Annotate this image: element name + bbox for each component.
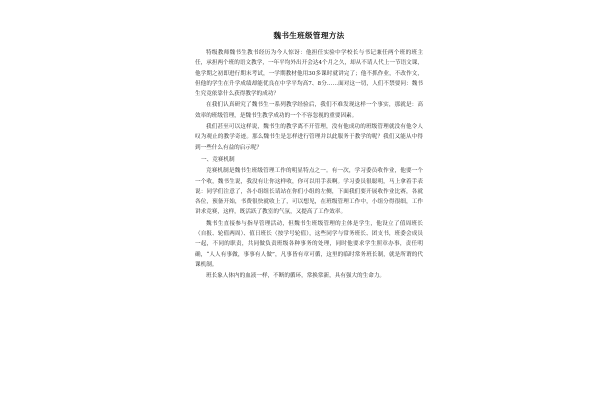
paragraph: 竞赛机制是魏书生班级管理工作的明显特点之一。有一次，学习委员收作业，他要一个一个收，魏书生说，我没有让你这样收，你可以用手表啊。学习委员很聪明，马上拿着手表说：同学们注意了，各小组组长请站在你们小组的左侧，下面我们要开展收作业比赛，各就各位，预备开始，书费很快就收上了，可以想见，在班级管理工作中，小组分得很细，工作讲求竞赛，这样，既活跃了教室的气氛，又提高了工作效率。	[195, 168, 423, 216]
section-heading: 一、竞赛机制	[201, 156, 235, 163]
document-title: 魏书生班级管理方法	[273, 31, 345, 40]
paragraph: 魏书生直接参与指导管理活动，但魏书生班级管理的主体是学生，他设立了值周班长（自报、轮值两周）、值日班长（按学号轮值），这些同学与常务班长、团支书，班委会成员一起，不同的职责，共同做负责班级各种事务的处理，同时他要求学生照章办事，责任明确，“人人有事做，事事有人做”，凡事皆有章可循，这里的临时常务班长制，就是所谓的代课机制。	[195, 220, 423, 268]
paragraph: 班长象人体内的血液一样，不断的循环，常换常新，具有强大的生命力。	[206, 273, 386, 280]
paragraph: 在我们认真研究了魏书生一系列教学经验后，我们不难发现这样一个事实，那就是：高效率的班级管理，是魏书生教学成功的一个不容忽视的重要因素。	[195, 102, 423, 119]
paragraph: 我们甚至可以这样说，魏书生的教学离不开管理，没有他成功的班级管理就没有他令人叹为观止的教学奇迹。那么魏书生是怎样进行管理并以此服务于教学的呢？我们又能从中得到一些什么有益的启示呢？	[195, 124, 423, 151]
document-page	[195, 30, 423, 283]
paragraph: 特级教师魏书生教书经历为今人惊讶：他担任实验中学校长与书记兼任两个班的班主任，承担两个班的语文教学，一年平均外出开会达4个月之久，却从不请人代上一节语文课，他学期之初即进行期末考试，一学期教材他用30多课时就讲完了；他不抓作业，不改作文，但他的学生在升学成绩却能优良在中学平均高7、8分……面对这一切，人们不禁要问：魏书生究竟依靠什么获得教学的成功？	[195, 50, 423, 98]
